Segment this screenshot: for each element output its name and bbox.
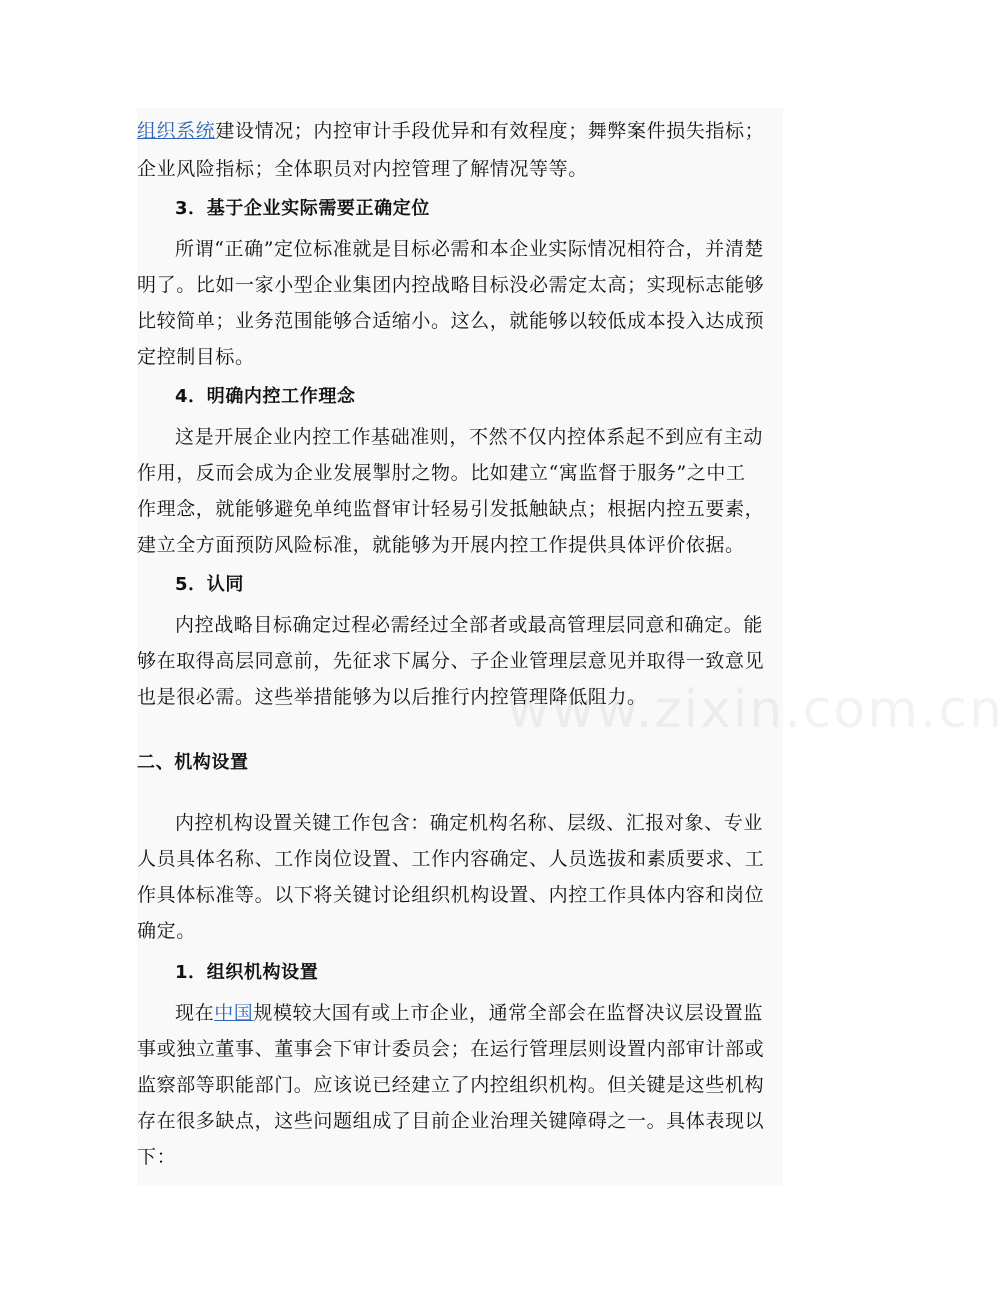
paragraph-line (175, 1000, 763, 1026)
paragraph-line: 企业风险指标；全体职员对内控管理了解情况等等。 (137, 158, 588, 180)
paragraph-line: 建立全方面预防风险标准，就能够为开展内控工作提供具体评价依据。 (137, 534, 745, 556)
paragraph-line: 作用，反而会成为企业发展掣肘之物。比如建立“寓监督于服务”之中工 (137, 462, 746, 484)
paragraph-line: 存在很多缺点，这些问题组成了目前企业治理关键障碍之一。具体表现以 (137, 1110, 765, 1132)
paragraph-line: 下： (137, 1146, 177, 1168)
paragraph-line: 人员具体名称、工作岗位设置、工作内容确定、人员选拔和素质要求、工 (137, 848, 765, 870)
watermark-text: www.zixin.com.cn (507, 680, 1004, 740)
paragraph-line (137, 118, 764, 144)
text-span: 规模较大国有或上市企业，通常全部会在监督决议层设置监 (253, 1002, 764, 1024)
paragraph-line: 所谓“正确”定位标准就是目标必需和本企业实际情况相符合，并清楚 (175, 238, 765, 260)
paragraph-line: 比较简单；业务范围能够合适缩小。这么，就能够以较低成本投入达成预 (137, 310, 765, 332)
paragraph-line: 确定。 (137, 920, 196, 942)
paragraph-line: 够在取得高层同意前，先征求下属分、子企业管理层意见并取得一致意见 (137, 650, 765, 672)
heading-3: 3．基于企业实际需要正确定位 (175, 198, 430, 219)
paragraph-line: 作理念，就能够避免单纯监督审计轻易引发抵触缺点；根据内控五要素， (137, 498, 765, 520)
link-china[interactable]: 中国 (214, 1002, 254, 1024)
paragraph-line: 内控战略目标确定过程必需经过全部者或最高管理层同意和确定。能 (175, 614, 764, 636)
paragraph-line: 事或独立董事、董事会下审计委员会；在运行管理层则设置内部审计部或 (137, 1038, 765, 1060)
heading-org-structure: 1．组织机构设置 (175, 962, 319, 983)
paragraph-line: 这是开展企业内控工作基础准则，不然不仅内控体系起不到应有主动 (175, 426, 764, 448)
text-span: 建设情况；内控审计手段优异和有效程度；舞弊案件损失指标； (215, 120, 765, 142)
paragraph-line: 监察部等职能部门。应该说已经建立了内控组织机构。但关键是这些机构 (137, 1074, 765, 1096)
paragraph-line: 内控机构设置关键工作包含：确定机构名称、层级、汇报对象、专业 (175, 812, 764, 834)
heading-5: 5．认同 (175, 574, 244, 595)
link-organization-system[interactable]: 组织系统 (137, 120, 216, 142)
paragraph-line: 明了。比如一家小型企业集团内控战略目标没必需定太高；实现标志能够 (137, 274, 765, 296)
heading-4: 4．明确内控工作理念 (175, 386, 356, 407)
section-heading: 二、机构设置 (137, 752, 249, 773)
paragraph-line: 作具体标准等。以下将关键讨论组织机构设置、内控工作具体内容和岗位 (137, 884, 765, 906)
document-page (137, 108, 1004, 1186)
paragraph-line: 定控制目标。 (137, 346, 255, 368)
paragraph-line: 也是很必需。这些举措能够为以后推行内控管理降低阻力。 (137, 686, 647, 708)
text-span: 现在 (175, 1002, 215, 1024)
